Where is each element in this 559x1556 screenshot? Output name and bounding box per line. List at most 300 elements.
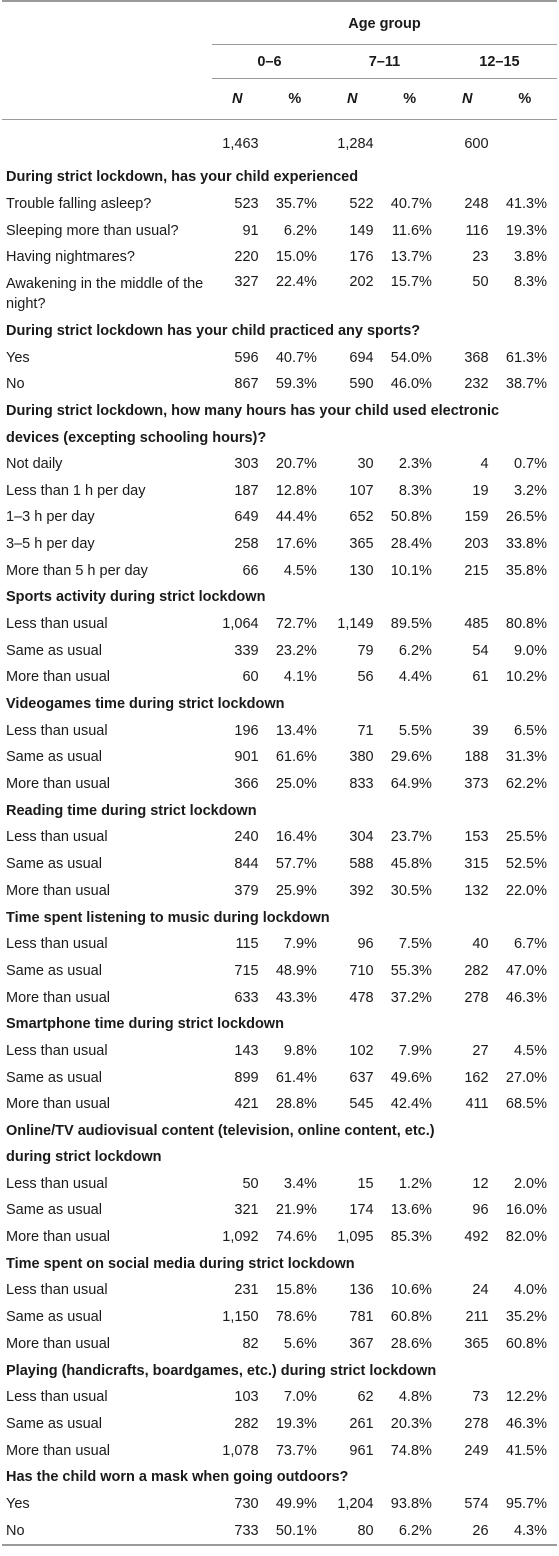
count-cell: 1,078 bbox=[222, 1442, 259, 1459]
count-cell: 1,095 bbox=[337, 1229, 374, 1246]
percent-cell: 26.5% bbox=[505, 509, 547, 526]
count-cell: 781 bbox=[349, 1309, 374, 1326]
table-row bbox=[2, 557, 557, 584]
section-question: Online/TV audiovisual content (television, online content, etc.) bbox=[6, 1123, 435, 1140]
percent-cell: 80.8% bbox=[505, 615, 547, 632]
percent-cell: 40.7% bbox=[390, 196, 432, 213]
count-cell: 62 bbox=[357, 1389, 374, 1406]
section-question: During strict lockdown, has your child experienced bbox=[6, 169, 359, 186]
question-row bbox=[2, 1118, 557, 1145]
table-row bbox=[2, 531, 557, 558]
count-cell: 327 bbox=[234, 273, 259, 290]
percent-cell: 13.4% bbox=[275, 722, 317, 739]
row-label: Awakening in the middle of the night? bbox=[6, 275, 204, 312]
percent-cell: 82.0% bbox=[505, 1229, 547, 1246]
count-cell: 24 bbox=[472, 1282, 489, 1299]
row-label: More than usual bbox=[6, 1096, 110, 1113]
percent-cell: 10.2% bbox=[505, 669, 547, 686]
percent-cell: 61.4% bbox=[275, 1069, 317, 1086]
range-header-7-11: 7–11 bbox=[327, 45, 442, 79]
percent-cell: 35.7% bbox=[275, 196, 317, 213]
pct-header: % bbox=[378, 79, 442, 120]
count-cell: 379 bbox=[234, 882, 259, 899]
percent-cell: 16.0% bbox=[505, 1202, 547, 1219]
question-row bbox=[2, 398, 557, 425]
table-row bbox=[2, 744, 557, 771]
n-header: N bbox=[212, 79, 263, 120]
row-label: More than usual bbox=[6, 1442, 110, 1459]
count-cell: 60 bbox=[242, 669, 259, 686]
row-label: Less than usual bbox=[6, 615, 108, 632]
percent-cell: 78.6% bbox=[275, 1309, 317, 1326]
count-cell: 278 bbox=[464, 989, 489, 1006]
percent-cell: 60.8% bbox=[390, 1309, 432, 1326]
percent-cell: 23.2% bbox=[275, 642, 317, 659]
count-cell: 730 bbox=[234, 1495, 259, 1512]
n-header: N bbox=[442, 79, 493, 120]
table-row bbox=[2, 1170, 557, 1197]
row-label: 3–5 h per day bbox=[6, 535, 95, 552]
row-label: Having nightmares? bbox=[6, 249, 135, 266]
percent-cell: 4.0% bbox=[513, 1282, 547, 1299]
count-cell: 187 bbox=[234, 482, 259, 499]
count-cell: 40 bbox=[472, 936, 489, 953]
count-cell: 66 bbox=[242, 562, 259, 579]
percent-cell: 41.5% bbox=[505, 1442, 547, 1459]
percent-cell: 9.0% bbox=[513, 642, 547, 659]
section-question: Smartphone time during strict lockdown bbox=[6, 1016, 284, 1033]
percent-cell: 5.6% bbox=[283, 1335, 317, 1352]
count-cell: 176 bbox=[349, 249, 374, 266]
row-label: Less than usual bbox=[6, 1282, 108, 1299]
count-cell: 107 bbox=[349, 482, 374, 499]
percent-cell: 40.7% bbox=[275, 349, 317, 366]
percent-cell: 6.2% bbox=[283, 222, 317, 239]
totals-row bbox=[2, 120, 557, 165]
count-cell: 61 bbox=[472, 669, 489, 686]
percent-cell: 4.5% bbox=[513, 1042, 547, 1059]
percent-cell: 50.8% bbox=[390, 509, 432, 526]
count-cell: 215 bbox=[464, 562, 489, 579]
count-cell: 901 bbox=[234, 749, 259, 766]
percent-cell: 22.0% bbox=[505, 882, 547, 899]
percent-cell: 48.9% bbox=[275, 962, 317, 979]
count-cell: 392 bbox=[349, 882, 374, 899]
percent-cell: 10.6% bbox=[390, 1282, 432, 1299]
count-cell: 321 bbox=[234, 1202, 259, 1219]
percent-cell: 3.8% bbox=[513, 249, 547, 266]
count-cell: 196 bbox=[234, 722, 259, 739]
percent-cell: 17.6% bbox=[275, 535, 317, 552]
table-row bbox=[2, 611, 557, 638]
percent-cell: 44.4% bbox=[275, 509, 317, 526]
count-cell: 522 bbox=[349, 196, 374, 213]
percent-cell: 33.8% bbox=[505, 535, 547, 552]
count-cell: 365 bbox=[464, 1335, 489, 1352]
row-label: Less than 1 h per day bbox=[6, 482, 146, 499]
row-label: Trouble falling asleep? bbox=[6, 196, 152, 213]
row-label: Same as usual bbox=[6, 1069, 102, 1086]
percent-cell: 68.5% bbox=[505, 1096, 547, 1113]
header-blank bbox=[2, 1, 212, 45]
question-row bbox=[2, 797, 557, 824]
table-row bbox=[2, 1384, 557, 1411]
row-label: Same as usual bbox=[6, 1415, 102, 1432]
percent-cell: 85.3% bbox=[390, 1229, 432, 1246]
count-cell: 188 bbox=[464, 749, 489, 766]
count-cell: 211 bbox=[465, 1309, 489, 1326]
count-cell: 79 bbox=[357, 642, 374, 659]
percent-cell: 45.8% bbox=[390, 856, 432, 873]
count-cell: 365 bbox=[349, 535, 374, 552]
count-cell: 73 bbox=[472, 1389, 489, 1406]
row-label: Yes bbox=[6, 1495, 30, 1512]
count-cell: 304 bbox=[349, 829, 374, 846]
percent-cell: 6.5% bbox=[513, 722, 547, 739]
row-label: More than usual bbox=[6, 1335, 110, 1352]
pct-header: % bbox=[493, 79, 557, 120]
percent-cell: 22.4% bbox=[275, 273, 317, 290]
percent-cell: 73.7% bbox=[275, 1442, 317, 1459]
row-label: More than usual bbox=[6, 1229, 110, 1246]
row-label: Less than usual bbox=[6, 829, 108, 846]
count-cell: 54 bbox=[472, 642, 489, 659]
table-row bbox=[2, 191, 557, 218]
percent-cell: 62.2% bbox=[505, 776, 547, 793]
percent-cell: 7.9% bbox=[283, 936, 317, 953]
count-cell: 282 bbox=[234, 1415, 259, 1432]
percent-cell: 95.7% bbox=[505, 1495, 547, 1512]
percent-cell: 28.8% bbox=[275, 1096, 317, 1113]
row-label: Less than usual bbox=[6, 1175, 108, 1192]
count-cell: 590 bbox=[349, 376, 374, 393]
percent-cell: 6.7% bbox=[513, 936, 547, 953]
table-row bbox=[2, 851, 557, 878]
percent-cell: 35.2% bbox=[505, 1309, 547, 1326]
row-label: Sleeping more than usual? bbox=[6, 222, 179, 239]
count-cell: 143 bbox=[234, 1042, 259, 1059]
count-cell: 339 bbox=[234, 642, 259, 659]
percent-cell: 28.6% bbox=[390, 1335, 432, 1352]
percent-cell: 2.3% bbox=[398, 455, 432, 472]
percent-cell: 4.4% bbox=[398, 669, 432, 686]
count-cell: 39 bbox=[472, 722, 489, 739]
total-12-15: 600 bbox=[464, 136, 489, 152]
percent-cell: 25.5% bbox=[505, 829, 547, 846]
percent-cell: 72.7% bbox=[275, 615, 317, 632]
table-row bbox=[2, 504, 557, 531]
percent-cell: 60.8% bbox=[505, 1335, 547, 1352]
percent-cell: 23.7% bbox=[390, 829, 432, 846]
count-cell: 411 bbox=[465, 1096, 489, 1113]
table-row bbox=[2, 1064, 557, 1091]
count-cell: 1,064 bbox=[222, 615, 259, 632]
section-question: During strict lockdown, how many hours has your child used electronic bbox=[6, 403, 500, 420]
percent-cell: 52.5% bbox=[505, 856, 547, 873]
percent-cell: 4.1% bbox=[283, 669, 317, 686]
count-cell: 27 bbox=[472, 1042, 489, 1059]
pct-header: % bbox=[263, 79, 327, 120]
table-row bbox=[2, 1038, 557, 1065]
count-cell: 115 bbox=[235, 936, 259, 953]
table-row bbox=[2, 1517, 557, 1545]
row-label: Same as usual bbox=[6, 856, 102, 873]
count-cell: 368 bbox=[464, 349, 489, 366]
count-cell: 523 bbox=[234, 196, 259, 213]
percent-cell: 55.3% bbox=[390, 962, 432, 979]
age-group-header: Age group bbox=[212, 1, 557, 45]
percent-cell: 7.9% bbox=[398, 1042, 432, 1059]
question-row bbox=[2, 1250, 557, 1277]
question-row bbox=[2, 1464, 557, 1491]
percent-cell: 93.8% bbox=[390, 1495, 432, 1512]
count-cell: 162 bbox=[464, 1069, 489, 1086]
count-cell: 82 bbox=[242, 1335, 259, 1352]
totals-label bbox=[2, 120, 212, 165]
count-cell: 50 bbox=[242, 1175, 259, 1192]
question-row bbox=[2, 1357, 557, 1384]
percent-cell: 12.8% bbox=[275, 482, 317, 499]
section-question: Time spent on social media during strict lockdown bbox=[6, 1255, 355, 1272]
percent-cell: 37.2% bbox=[390, 989, 432, 1006]
percent-cell: 25.9% bbox=[275, 882, 317, 899]
percent-cell: 8.3% bbox=[398, 482, 432, 499]
count-cell: 159 bbox=[464, 509, 489, 526]
count-cell: 261 bbox=[349, 1415, 374, 1432]
question-row bbox=[2, 425, 557, 451]
count-cell: 26 bbox=[442, 1517, 493, 1545]
count-cell: 132 bbox=[464, 882, 489, 899]
row-label: Same as usual bbox=[6, 642, 102, 659]
question-row bbox=[2, 584, 557, 611]
count-cell: 421 bbox=[234, 1096, 259, 1113]
count-cell: 102 bbox=[349, 1042, 374, 1059]
count-cell: 545 bbox=[349, 1096, 374, 1113]
percent-cell: 41.3% bbox=[505, 196, 547, 213]
percent-cell: 19.3% bbox=[275, 1415, 317, 1432]
table-row bbox=[2, 477, 557, 504]
section-question: Sports activity during strict lockdown bbox=[6, 589, 266, 606]
percent-cell: 9.8% bbox=[283, 1042, 317, 1059]
percent-cell: 16.4% bbox=[275, 829, 317, 846]
percent-cell: 7.0% bbox=[283, 1389, 317, 1406]
count-cell: 258 bbox=[234, 535, 259, 552]
range-header-0-6: 0–6 bbox=[212, 45, 327, 79]
percent-cell: 35.8% bbox=[505, 562, 547, 579]
count-cell: 4 bbox=[480, 455, 489, 472]
table-row bbox=[2, 931, 557, 958]
count-cell: 103 bbox=[234, 1389, 259, 1406]
percent-cell: 31.3% bbox=[505, 749, 547, 766]
count-cell: 153 bbox=[464, 829, 489, 846]
count-cell: 231 bbox=[234, 1282, 259, 1299]
question-row bbox=[2, 318, 557, 345]
row-label: Not daily bbox=[6, 455, 63, 472]
count-cell: 96 bbox=[357, 936, 374, 953]
count-cell: 366 bbox=[234, 776, 259, 793]
count-cell: 1,204 bbox=[337, 1495, 374, 1512]
percent-cell: 50.1% bbox=[263, 1517, 327, 1545]
percent-cell: 7.5% bbox=[398, 936, 432, 953]
count-cell: 710 bbox=[349, 962, 374, 979]
row-label: More than usual bbox=[6, 989, 110, 1006]
row-label: Yes bbox=[6, 349, 30, 366]
count-cell: 248 bbox=[464, 196, 489, 213]
percent-cell: 4.3% bbox=[493, 1517, 557, 1545]
percent-cell: 38.7% bbox=[505, 376, 547, 393]
count-cell: 315 bbox=[464, 856, 489, 873]
section-question: Videogames time during strict lockdown bbox=[6, 696, 285, 713]
total-7-11: 1,284 bbox=[337, 136, 374, 152]
table-row bbox=[2, 371, 557, 398]
header-blank bbox=[2, 45, 212, 79]
table-row bbox=[2, 1411, 557, 1438]
row-label: More than usual bbox=[6, 669, 110, 686]
count-cell: 96 bbox=[472, 1202, 489, 1219]
row-label: 1–3 h per day bbox=[6, 509, 95, 526]
percent-cell: 6.2% bbox=[378, 1517, 442, 1545]
count-cell: 91 bbox=[242, 222, 259, 239]
count-cell: 961 bbox=[349, 1442, 374, 1459]
question-row bbox=[2, 1011, 557, 1038]
row-label: Same as usual bbox=[6, 962, 102, 979]
percent-cell: 19.3% bbox=[505, 222, 547, 239]
percent-cell: 15.7% bbox=[390, 273, 432, 290]
section-question: Time spent listening to music during lockdown bbox=[6, 909, 330, 926]
percent-cell: 46.3% bbox=[505, 1415, 547, 1432]
percent-cell: 0.7% bbox=[513, 455, 547, 472]
percent-cell: 49.6% bbox=[390, 1069, 432, 1086]
count-cell: 232 bbox=[464, 376, 489, 393]
percent-cell: 21.9% bbox=[275, 1202, 317, 1219]
row-label: Less than usual bbox=[6, 1042, 108, 1059]
percent-cell: 15.8% bbox=[275, 1282, 317, 1299]
count-cell: 1,150 bbox=[222, 1309, 259, 1326]
percent-cell: 46.0% bbox=[390, 376, 432, 393]
count-cell: 282 bbox=[464, 962, 489, 979]
count-cell: 130 bbox=[349, 562, 374, 579]
n-header: N bbox=[327, 79, 378, 120]
row-label: Less than usual bbox=[6, 722, 108, 739]
count-cell: 649 bbox=[234, 509, 259, 526]
count-cell: 240 bbox=[234, 829, 259, 846]
count-cell: 844 bbox=[234, 856, 259, 873]
table-row bbox=[2, 717, 557, 744]
percent-cell: 6.2% bbox=[398, 642, 432, 659]
total-0-6: 1,463 bbox=[222, 136, 259, 152]
count-cell: 15 bbox=[357, 1175, 374, 1192]
percent-cell: 20.3% bbox=[390, 1415, 432, 1432]
count-cell: 367 bbox=[349, 1335, 374, 1352]
table-row bbox=[2, 984, 557, 1011]
table-row bbox=[2, 451, 557, 478]
section-question: Reading time during strict lockdown bbox=[6, 802, 257, 819]
question-row bbox=[2, 1144, 557, 1170]
count-cell: 694 bbox=[349, 349, 374, 366]
row-label: Same as usual bbox=[6, 1202, 102, 1219]
count-cell: 733 bbox=[212, 1517, 263, 1545]
count-cell: 485 bbox=[464, 615, 489, 632]
count-cell: 71 bbox=[357, 722, 374, 739]
percent-cell: 27.0% bbox=[505, 1069, 547, 1086]
row-label: More than usual bbox=[6, 776, 110, 793]
table-row bbox=[2, 771, 557, 798]
percent-cell: 49.9% bbox=[275, 1495, 317, 1512]
percent-cell: 74.6% bbox=[275, 1229, 317, 1246]
percent-cell: 20.7% bbox=[275, 455, 317, 472]
count-cell: 492 bbox=[464, 1229, 489, 1246]
row-label: Less than usual bbox=[6, 936, 108, 953]
table-row bbox=[2, 1277, 557, 1304]
count-cell: 116 bbox=[465, 222, 489, 239]
count-cell: 652 bbox=[349, 509, 374, 526]
question-row bbox=[2, 164, 557, 191]
count-cell: 30 bbox=[357, 455, 374, 472]
percent-cell: 3.2% bbox=[513, 482, 547, 499]
table-row bbox=[2, 1091, 557, 1118]
row-label: No bbox=[2, 1517, 212, 1545]
table-row bbox=[2, 958, 557, 985]
table-row bbox=[2, 271, 557, 318]
count-cell: 80 bbox=[327, 1517, 378, 1545]
percent-cell: 89.5% bbox=[390, 615, 432, 632]
percent-cell: 28.4% bbox=[390, 535, 432, 552]
count-cell: 596 bbox=[234, 349, 259, 366]
table-row bbox=[2, 1491, 557, 1518]
count-cell: 174 bbox=[349, 1202, 374, 1219]
table-row bbox=[2, 217, 557, 244]
count-cell: 23 bbox=[472, 249, 489, 266]
question-row bbox=[2, 691, 557, 718]
percent-cell: 13.7% bbox=[390, 249, 432, 266]
row-label: More than 5 h per day bbox=[6, 562, 148, 579]
percent-cell: 4.5% bbox=[283, 562, 317, 579]
table-row bbox=[2, 1331, 557, 1358]
percent-cell: 1.2% bbox=[398, 1175, 432, 1192]
percent-cell: 5.5% bbox=[398, 722, 432, 739]
count-cell: 203 bbox=[464, 535, 489, 552]
section-question: Has the child worn a mask when going outdoors? bbox=[6, 1469, 349, 1486]
table-row bbox=[2, 1197, 557, 1224]
lockdown-table bbox=[2, 0, 557, 1546]
count-cell: 50 bbox=[472, 273, 489, 290]
percent-cell: 30.5% bbox=[390, 882, 432, 899]
count-cell: 833 bbox=[349, 776, 374, 793]
percent-cell: 47.0% bbox=[505, 962, 547, 979]
percent-cell: 4.8% bbox=[398, 1389, 432, 1406]
table-row bbox=[2, 1437, 557, 1464]
section-question: devices (excepting schooling hours)? bbox=[6, 429, 267, 446]
table-row bbox=[2, 878, 557, 905]
count-cell: 867 bbox=[234, 376, 259, 393]
percent-cell: 8.3% bbox=[513, 273, 547, 290]
count-cell: 56 bbox=[357, 669, 374, 686]
count-cell: 588 bbox=[349, 856, 374, 873]
row-label: Less than usual bbox=[6, 1389, 108, 1406]
count-cell: 637 bbox=[349, 1069, 374, 1086]
header-blank bbox=[2, 79, 212, 120]
count-cell: 136 bbox=[349, 1282, 374, 1299]
percent-cell: 3.4% bbox=[283, 1175, 317, 1192]
section-question: during strict lockdown bbox=[6, 1149, 162, 1166]
percent-cell: 74.8% bbox=[390, 1442, 432, 1459]
percent-cell: 42.4% bbox=[390, 1096, 432, 1113]
question-row bbox=[2, 904, 557, 931]
percent-cell: 61.3% bbox=[505, 349, 547, 366]
count-cell: 899 bbox=[234, 1069, 259, 1086]
count-cell: 12 bbox=[472, 1175, 489, 1192]
table-row bbox=[2, 344, 557, 371]
